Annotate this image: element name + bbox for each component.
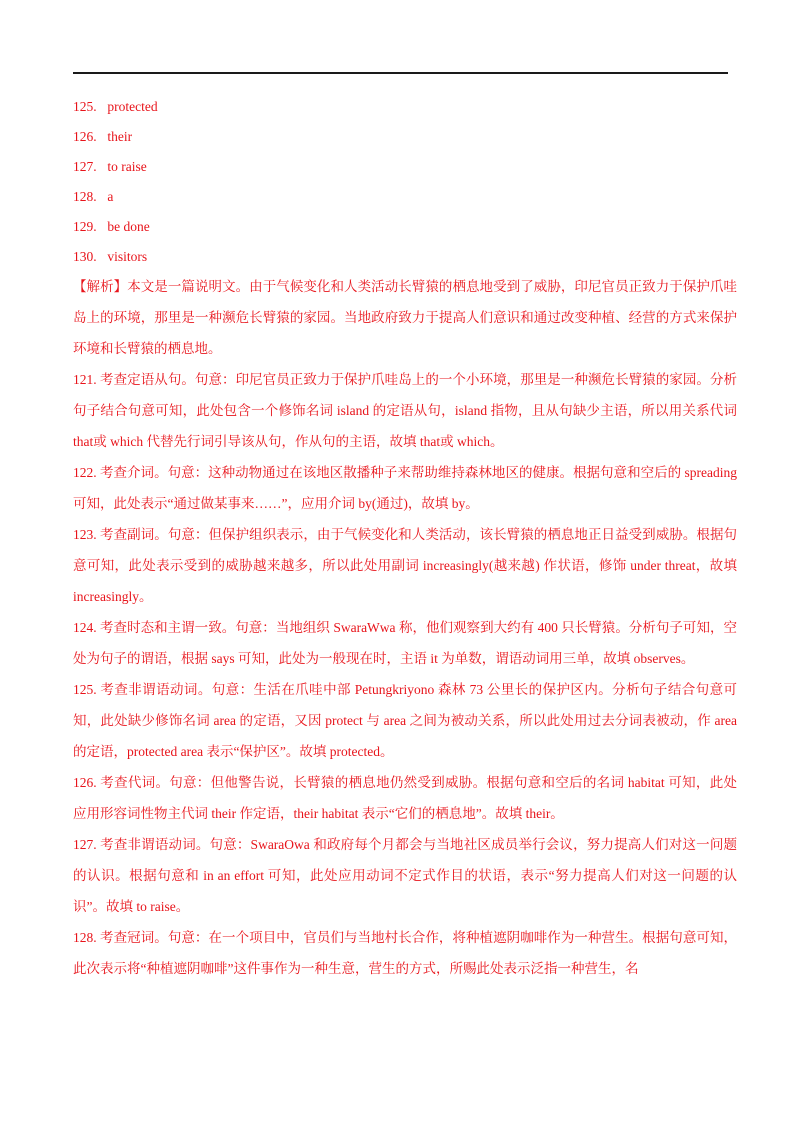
- analysis-summary: 【解析】本文是一篇说明文。由于气候变化和人类活动长臂猿的栖息地受到了威胁，印尼官员正致力于保护爪哇岛上的环境，那里是一种濒危长臂猿的家园。当地政府致力于提高人们意识和通过改变种植、经营的方式来保护环境和长臂猿的栖息地。: [73, 279, 737, 356]
- explanation-128: 128. 考查冠词。句意：在一个项目中，官员们与当地村长合作，将种植遮阴咖啡作为一种营生。根据句意可知，此次表示将“种植遮阴咖啡”这件事作为一种生意，营生的方式，所赐此处表示泛指一种营生，名: [73, 930, 737, 976]
- explanation-126: 126. 考查代词。句意：但他警告说，长臂猿的栖息地仍然受到威胁。根据句意和空后的名词 habitat 可知，此处应用形容词性物主代词 their 作定语，their habitat 表示“它们的栖息地”。故填 their。: [73, 775, 737, 821]
- explanation-section: [73, 271, 737, 984]
- explanation-121: 121. 考查定语从句。句意：印尼官员正致力于保护爪哇岛上的一个小环境，那里是一种濒危长臂猿的家园。分析句子结合句意可知，此处包含一个修饰名词 island 的定语从句，island 指物，且从句缺少主语，所以用关系代词 that或 which 代替先行词引导该从句，作从句的主语，故填 that或 which。: [73, 372, 737, 449]
- answer-number: 129.: [73, 219, 97, 234]
- answer-list: [73, 96, 733, 276]
- explanation-125: 125. 考查非谓语动词。句意：生活在爪哇中部 Petungkriyono 森林 73 公里长的保护区内。分析句子结合句意可知，此处缺少修饰名词 area 的定语，又因 protect 与 area 之间为被动关系，所以此处用过去分词表被动，作 area 的定语，protected area 表示“保护区”。故填 protected。: [73, 682, 737, 759]
- explanation-124: 124. 考查时态和主谓一致。句意：当地组织 SwaraWwa 称，他们观察到大约有 400 只长臂猿。分析句子可知，空处为句子的谓语，根据 says 可知，此处为一般现在时，主语 it 为单数，谓语动词用三单，故填 observes。: [73, 620, 737, 666]
- answer-text: their: [107, 129, 133, 144]
- answer-text: visitors: [107, 249, 148, 264]
- answer-item: [73, 96, 733, 126]
- explanation-122: 122. 考查介词。句意：这种动物通过在该地区散播种子来帮助维持森林地区的健康。根据句意和空后的 spreading 可知，此处表示“通过做某事来……”，应用介词 by(通过)，故填 by。: [73, 465, 737, 511]
- answer-text: to raise: [107, 159, 147, 174]
- answer-text: protected: [107, 99, 158, 114]
- explanation-123: 123. 考查副词。句意：但保护组织表示，由于气候变化和人类活动，该长臂猿的栖息地正日益受到威胁。根据句意可知，此处表示受到的威胁越来越多，所以此处用副词 increasingly(越来越) 作状语，修饰 under threat，故填 increasingly。: [73, 527, 737, 604]
- header-rule: [73, 72, 728, 74]
- answer-item: [73, 156, 733, 186]
- answer-item: [73, 186, 733, 216]
- answer-number: 128.: [73, 189, 97, 204]
- answer-number: 127.: [73, 159, 97, 174]
- answer-item: [73, 216, 733, 246]
- answer-text: be done: [107, 219, 150, 234]
- answer-number: 130.: [73, 249, 97, 264]
- answer-number: 126.: [73, 129, 97, 144]
- answer-text: a: [107, 189, 114, 204]
- explanation-127: 127. 考查非谓语动词。句意：SwaraOwa 和政府每个月都会与当地社区成员举行会议，努力提高人们对这一问题的认识。根据句意和 in an effort 可知，此处应用动词不定式作目的状语，表示“努力提高人们对这一问题的认识”。故填 to raise。: [73, 837, 737, 914]
- answer-number: 125.: [73, 99, 97, 114]
- answer-item: [73, 126, 733, 156]
